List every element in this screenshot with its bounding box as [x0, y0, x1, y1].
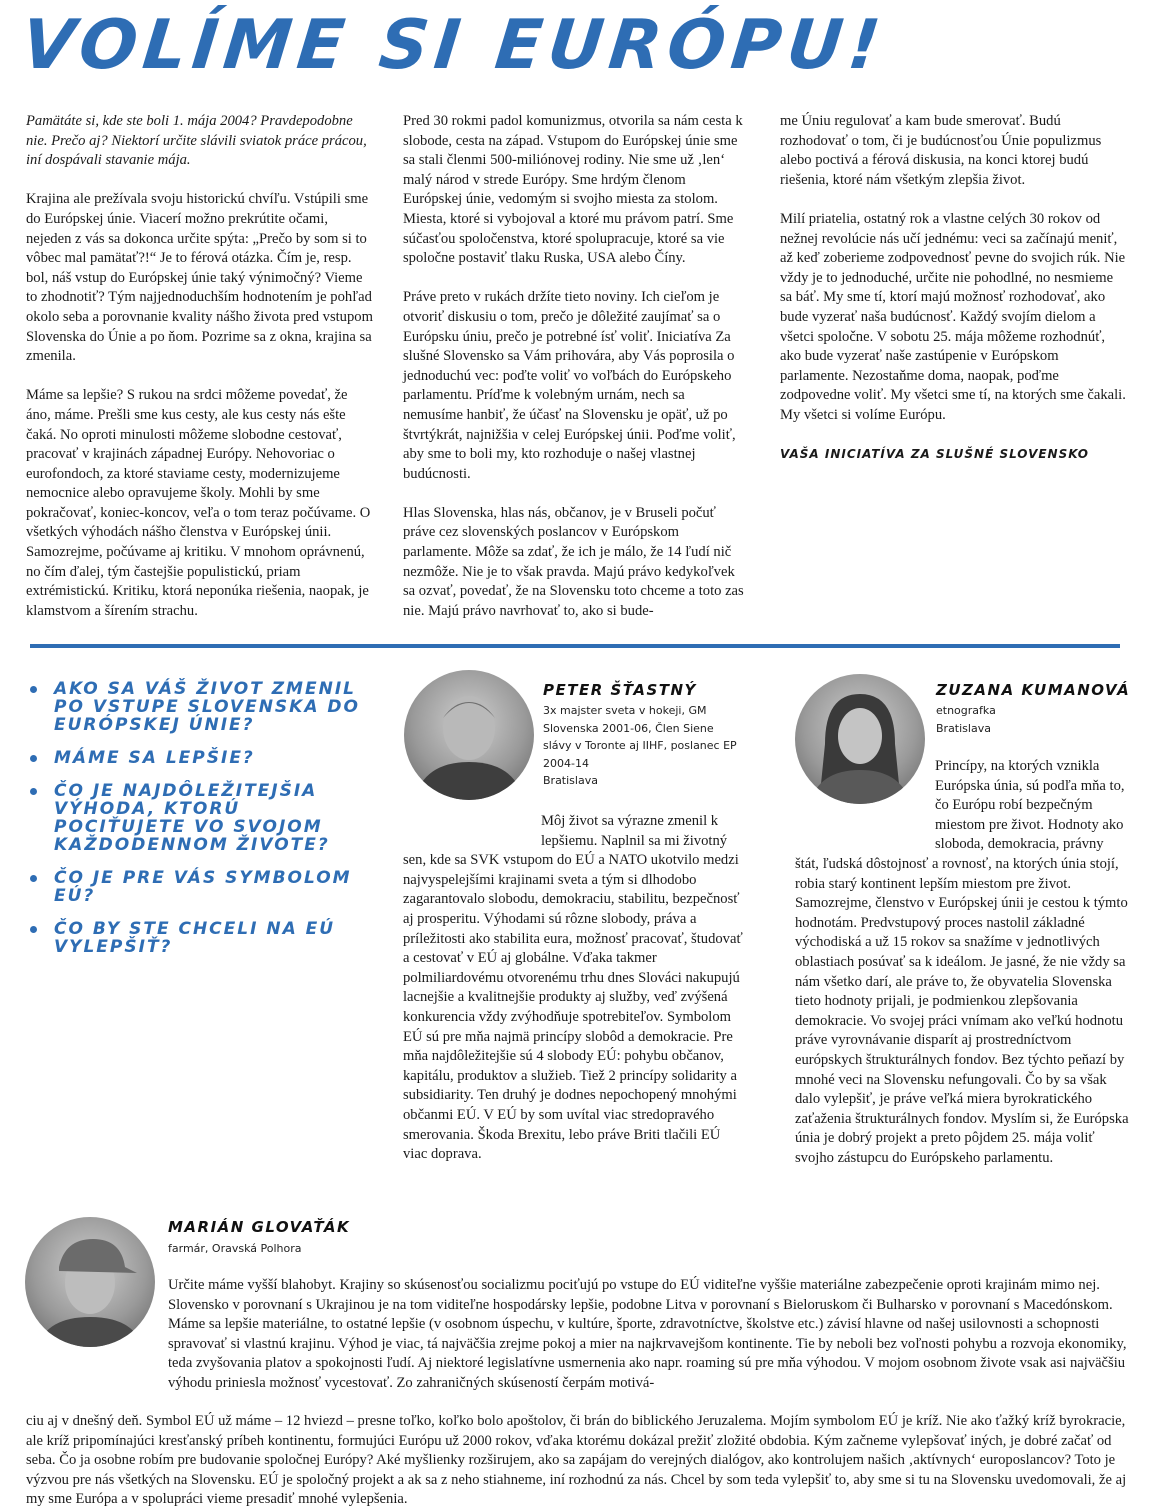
bullet-icon: [30, 875, 37, 882]
person-icon: [25, 1217, 155, 1347]
profile-role-stastny: 3x majster sveta v hokeji, GM Slovenska 2001-06, Člen Siene slávy v Toronte aj IIHF, poslanec EP 2004-14 Bratislava: [543, 704, 737, 787]
profile-name-kumanova: ZUZANA KUMANOVÁ: [936, 681, 1131, 699]
bullet-icon: [30, 788, 37, 795]
article-column-1: [26, 112, 374, 641]
question-item: MÁME SA LEPŠIE?: [30, 749, 360, 767]
question-item: AKO SA VÁŠ ŽIVOT ZMENIL PO VSTUPE SLOVENSKA DO EURÓPSKEJ ÚNIE?: [30, 680, 360, 734]
bullet-icon: [30, 926, 37, 933]
question-item: ČO BY STE CHCELI NA EÚ VYLEPŠIŤ?: [30, 920, 360, 956]
article-paragraph: Práve preto v rukách držíte tieto noviny. Ich cieľom je otvoriť diskusiu o tom, prečo je dôležité zaujímať sa o Európsku úniu, prečo je potrebné ísť voliť. Iniciatíva Za slušné Slovensko sa Vám prihovára, aby Vás poprosila o jednoduchú vec: poďte voliť vo voľbách do Európskeho parlamentu. Príďme k volebným urnám, nech sa nemusíme hanbiť, že účasť na Slovensku je opäť, už po štvrtýkrát, najnižšia v celej Európskej únii. Poďme voliť, aby sme to boli my, kto rozhoduje o našej vlastnej budúcnosti.: [403, 289, 736, 482]
profile-role-glovatak: farmár, Oravská Polhora: [168, 1242, 302, 1255]
question-item: ČO JE NAJDÔLEŽITEJŠIA VÝHODA, KTORÚ POCIŤUJETE VO SVOJOM KAŽDODENNOM ŽIVOTE?: [30, 782, 360, 854]
profile-name-glovatak: MARIÁN GLOVAŤÁK: [168, 1218, 351, 1236]
question-item: ČO JE PRE VÁS SYMBOLOM EÚ?: [30, 869, 360, 905]
profile-text-glovatak-continued: ciu aj v dnešný deň. Symbol EÚ už máme – 12 hviezd – presne toľko, koľko bolo apoštolov, či brán do biblického Jeruzalema. Mojím symbolom EÚ je kríž. Nie ako ťažký kríž byrokracie, ale kríž pripomínajúci kresťanský príbeh kontinentu, formujúci Európu už 2000 rokov, vďaka ktorému dokázal prežiť zložité obdobia. Kým začneme vylepšovať iných, je dobré začať od seba. Čo ja osobne robím pre budovanie spoločnej Európy? Aké myšlienky rozširujem, ako sa zapájam do verejných dialógov, ako kontrolujem našich ‚aktívnych‘ europoslancov? Toto je výzvou pre nás všetkých na Slovensku. EÚ je spoločný projekt a ak sa z neho stiahneme, iní rozhodnú za nás. Chcel by som teda vylepšiť to, aby sme si tu na Slovensku uvedomovali, že aj my sme Európa a v spolupráci vieme presadiť mnohé vylepšenia.: [26, 1413, 1127, 1508]
article-paragraph: Máme sa lepšie? S rukou na srdci môžeme povedať, že áno, máme. Prešli sme kus cesty, ale kus cesty nás ešte čaká. No oproti minulosti môžeme slobodne cestovať, pracovať v krajinách západnej Európy. Nehovoriac o eurofondoch, za ktoré staviame cesty, modernizujeme nemocnice alebo opravujeme školy. Mohli by sme pokračovať, koniec-koncov, veľa o tom teraz počúvame. O všetkých výhodách nášho členstva v Európskej únii. Samozrejme, počúvame aj kritiku. V mnohom oprávnenú, no čím ďalej, tým častejšie populistickú, priam extrémistickú. Kritiku, ktorá neponúka riešenia, naopak, je klamstvom a šírením strachu.: [26, 387, 371, 619]
portrait-photo-stastny: [404, 670, 534, 800]
article-paragraph: Pred 30 rokmi padol komunizmus, otvorila sa nám cesta k slobode, cesta na západ. Vstupom do Európskej únie sme sa stali členmi 500-miliónovej rodiny. Nie sme už ‚len‘ malý národ v strede Európy. Sme hrdým členom Európskej únie, vedomým si svojho miesta za stolom. Miesta, ktoré si vybojoval a ktoré mu právom patrí. Sme súčasťou spoločenstva, ktoré spolupracuje, ktoré sa vie spoločne postaviť tlaku Ruska, USA alebo Číny.: [403, 113, 743, 267]
article-paragraph: me Úniu regulovať a kam bude smerovať. Budú rozhodovať o tom, či je budúcnosťou Únie populizmus alebo poctivá a férová diskusia, na konci ktorej budú riešenia, ktoré nám všetkým zlepšia život.: [780, 113, 1102, 188]
signature: VAŠA INICIATÍVA ZA SLUŠNÉ SLOVENSKO: [780, 447, 1089, 462]
profile-role-kumanova: etnografka Bratislava: [936, 704, 996, 735]
portrait-photo-glovatak: [25, 1217, 155, 1347]
person-icon: [404, 670, 534, 800]
intro-paragraph: Pamätáte si, kde ste boli 1. mája 2004? Pravdepodobne nie. Prečo aj? Niektorí určite slávili sviatok práce prácou, iní dospávali stavanie mája.: [26, 113, 367, 169]
article-paragraph: Milí priatelia, ostatný rok a vlastne celých 30 rokov od nežnej revolúcie nás učí jednému: veci sa začínajú meniť, až keď zoberieme zodpovednosť pevne do svojich rúk. Nie vždy je to jednoduché, určite nie pohodlné, no nesmieme sa báť. My sme tí, ktorí majú možnosť rozhodovať, ako bude vyzerať naša budúcnosť. Každý svojím dielom a všetci spoločne. V sobotu 25. mája môžeme rozhodnúť, ako bude vyzerať naše zastúpenie v Európskom parlamente. Nezostaňme doma, naopak, poďme zodpovedne voliť. My všetci sme tí, na ktorých sme čakali. My všetci si volíme Európu.: [780, 210, 1126, 423]
article-paragraph: Hlas Slovenska, hlas nás, občanov, je v Bruseli počuť práve cez slovenských poslancov v Európskom parlamente. Môže sa zdať, že ich je málo, že 14 ľudí nič nezmôže. Nie je to však pravda. Majú právo kedykoľvek sa ozvať, povedať, že na Slovensku toto chceme a toto zas nie. Majú právo navrhovať to, ako si bude-: [403, 504, 744, 619]
profile-text-stastny: Môj život sa výrazne zmenil k lepšiemu. Naplnil sa mi životný sen, kde sa SVK vstupom do EÚ a NATO ukotvilo medzi najvyspelejšími krajinami sveta a tým si dlhodobo zagarantovalo slobodu, demokraciu, stabilitu, bezpečnosť aj prosperitu. Výhodami sú rôzne slobody, práva a príležitosti ako stabilita eura, možnosť pracovať, študovať a cestovať v EÚ aj globálne. Vďaka takmer polmiliardovému otvorenému trhu dnes Slováci nakupujú lacnejšie a kvalitnejšie produkty aj služby, veď zvýšená konkurencia vždy zvýhodňuje spotrebiteľov. Symbolom EÚ sú pre mňa najmä princípy slobôd a demokracie. Pre mňa najdôležitejšie sú 4 slobody EÚ: pohybu občanov, kapitálu, produktov a služieb. Tiež 2 princípy solidarity a subsidiarity. Ten druhý je dodnes nepochopený mnohými občanmi EÚ. V EÚ by som uvítal viac stredopravého smerovania. Škoda Brexitu, lebo práve Briti tlačili EÚ viac doprava.: [403, 813, 743, 1163]
question-list: [30, 680, 360, 971]
section-divider: [30, 644, 1120, 648]
article-paragraph: Krajina ale prežívala svoju historickú chvíľu. Vstúpili sme do Európskej únie. Viacerí možno prekrútite očami, nejeden z vás sa dokonca určite spýta: „Prečo by som si to vôbec mal pamätať?!“ Je to férová otázka. Čím je, resp. bol, náš vstup do Európskej únie taký výnimočný? Vieme to zhodnotiť? Tým najjednoduchším hodnotením je pohľad okolo seba a porovnanie kvality nášho života pred vstupom Slovenska do Únie a po ňom. Pozrime sa z okna, krajina sa zmenila.: [26, 191, 373, 365]
profile-text-kumanova: Princípy, na ktorých vznikla Európska únia, sú podľa mňa to, čo Európu robí bezpečným miestom pre život. Hodnoty ako sloboda, demokracia, právny štát, ľudská dôstojnosť a rovnosť, na ktorých únia stojí, robia starý kontinent lepším miestom pre život. Samozrejme, členstvo v Európskej únii je cestou k týmto hodnotám. Predvstupový proces nastolil základné východiská a už 15 rokov sa snažíme v jednotlivých oblastiach posúvať sa k ideálom. Je jasné, že nie vždy sa nám všetko darí, ale práve to, že obyvatelia Slovenska tieto hodnoty prijali, je podmienkou zlepšovania demokracie. Vo svojej práci vnímam ako veľkú hodnotu práve vyrovnávanie disparít aj prostredníctvom európskych štrukturálnych fondov. Bez týchto peňazí by mnohé veci na Slovensku nefungovali. Čo by sa však dalo vylepšiť, je práve veľká miera byrokratického zaťaženia štrukturálnych fondov. Myslím si, že Európska únia je dobrý projekt a preto pôjdem 25. mája voliť svojho zástupcu do Európskeho parlamentu.: [795, 758, 1129, 1166]
article-column-3: [780, 112, 1128, 465]
profile-text-glovatak: Určite máme vyšší blahobyt. Krajiny so skúsenosťou socializmu pociťujú po vstupe do EÚ viditeľne vyššie materiálne zabezpečenie oproti krajinám mimo nej. Slovensko v porovnaní s Ukrajinou je na tom viditeľne hospodársky lepšie, podobne Litva v porovnaní s Bieloruskom či Bulharsko v porovnaní s Macedónskom. Máme sa lepšie materiálne, to ostatné lepšie (v osobnom úspechu, v kultúre, športe, zdravotníctve, školstve etc.) závisí hlavne od našej usilovnosti a schopnosti spravovať si vlastnú krajinu. Výhod je viac, tá najväčšia zrejme pokoj a mier na najkrvavejšom kontinente. Tie by neboli bez voľnosti pohybu a rozvoja ekonomiky, teda zvyšovania platov a spokojnosti ľudí. Aj niektoré legislatívne usmernenia ako napr. roaming sú pre mňa výhodou. V mojom osobnom živote vsak asi najväčšiu výhodu priniesla možnosť vycestovať. Zo zahraničných skúseností čerpám motivá-: [168, 1277, 1127, 1391]
bullet-icon: [30, 755, 37, 762]
page-title: VOLÍME SI EURÓPU!: [17, 6, 890, 85]
article-column-2: [403, 112, 746, 641]
profile-name-stastny: PETER ŠŤASTNÝ: [543, 681, 697, 699]
bullet-icon: [30, 686, 37, 693]
